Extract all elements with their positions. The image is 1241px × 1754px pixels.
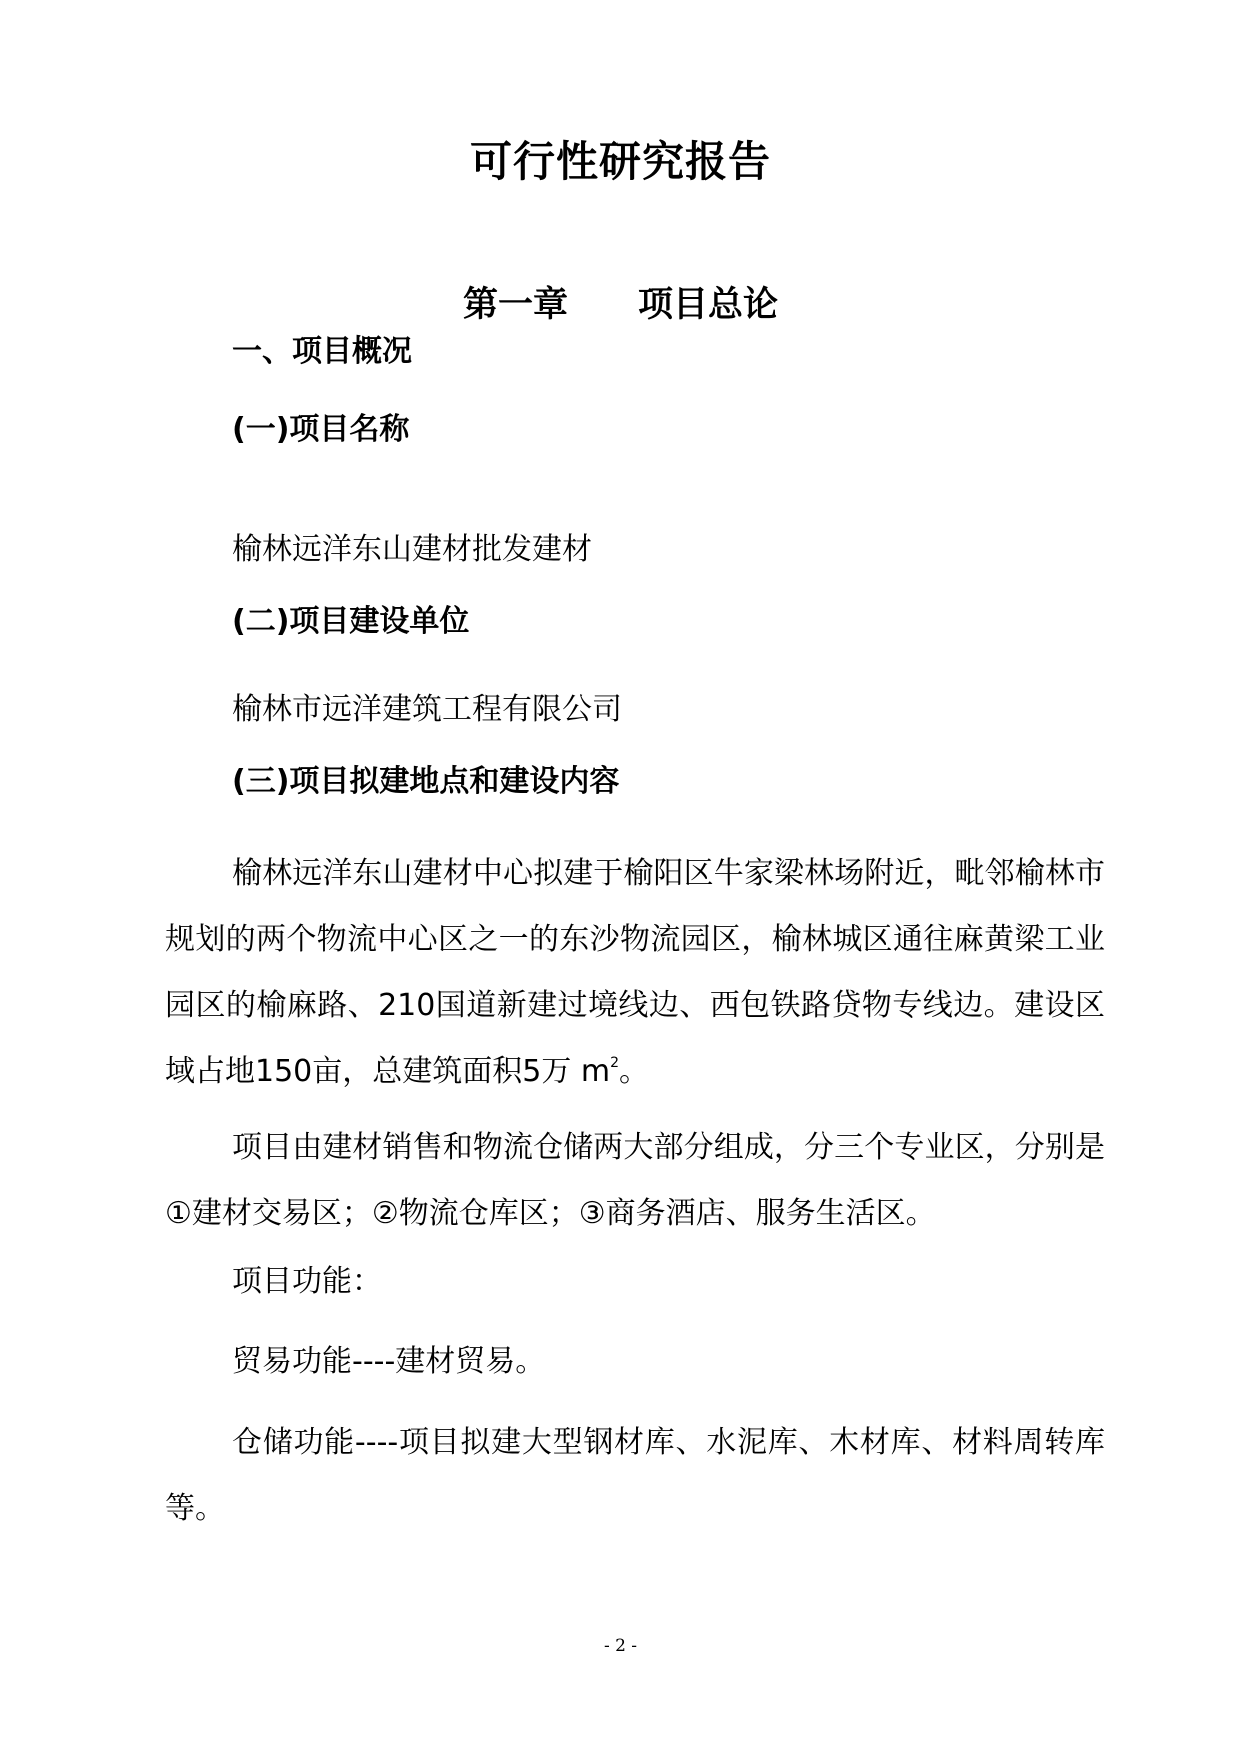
- document-title: 可行性研究报告: [469, 137, 771, 186]
- chapter-heading: 第一章 项目总论: [462, 285, 778, 325]
- project-name-text: 榆林远洋东山建材批发建材: [232, 532, 592, 567]
- trade-function-text: 贸易功能----建材贸易。: [232, 1344, 546, 1379]
- subheading-construction-unit: (二)项目建设单位: [232, 604, 470, 639]
- section-heading-overview: 一、项目概况: [232, 334, 412, 369]
- storage-function-paragraph: 仓储功能----项目拟建大型钢材库、水泥库、木材库、材料周转库等。: [165, 1425, 1105, 1526]
- subheading-project-name: (一)项目名称: [232, 412, 410, 447]
- area-unit-superscript: 2: [610, 1055, 620, 1071]
- subheading-location-content: (三)项目拟建地点和建设内容: [232, 764, 620, 799]
- location-paragraph: [165, 841, 1105, 1105]
- functions-label: 项目功能：: [232, 1264, 382, 1299]
- page-number: - 2 -: [603, 1636, 638, 1656]
- construction-unit-text: 榆林市远洋建筑工程有限公司: [232, 692, 622, 727]
- location-paragraph-end: 。: [619, 1054, 650, 1089]
- location-paragraph-text: 榆林远洋东山建材中心拟建于榆阳区牛家梁林场附近，毗邻榆林市规划的两个物流中心区之一的东沙物流园区，榆林城区通往麻黄梁工业园区的榆麻路、210国道新建过境线边、西包铁路贷物专线边。建设区域占地150亩，总建筑面积5万 m: [165, 856, 1105, 1089]
- composition-paragraph: 项目由建材销售和物流仓储两大部分组成，分三个专业区，分别是①建材交易区；②物流仓库区；③商务酒店、服务生活区。: [165, 1130, 1105, 1231]
